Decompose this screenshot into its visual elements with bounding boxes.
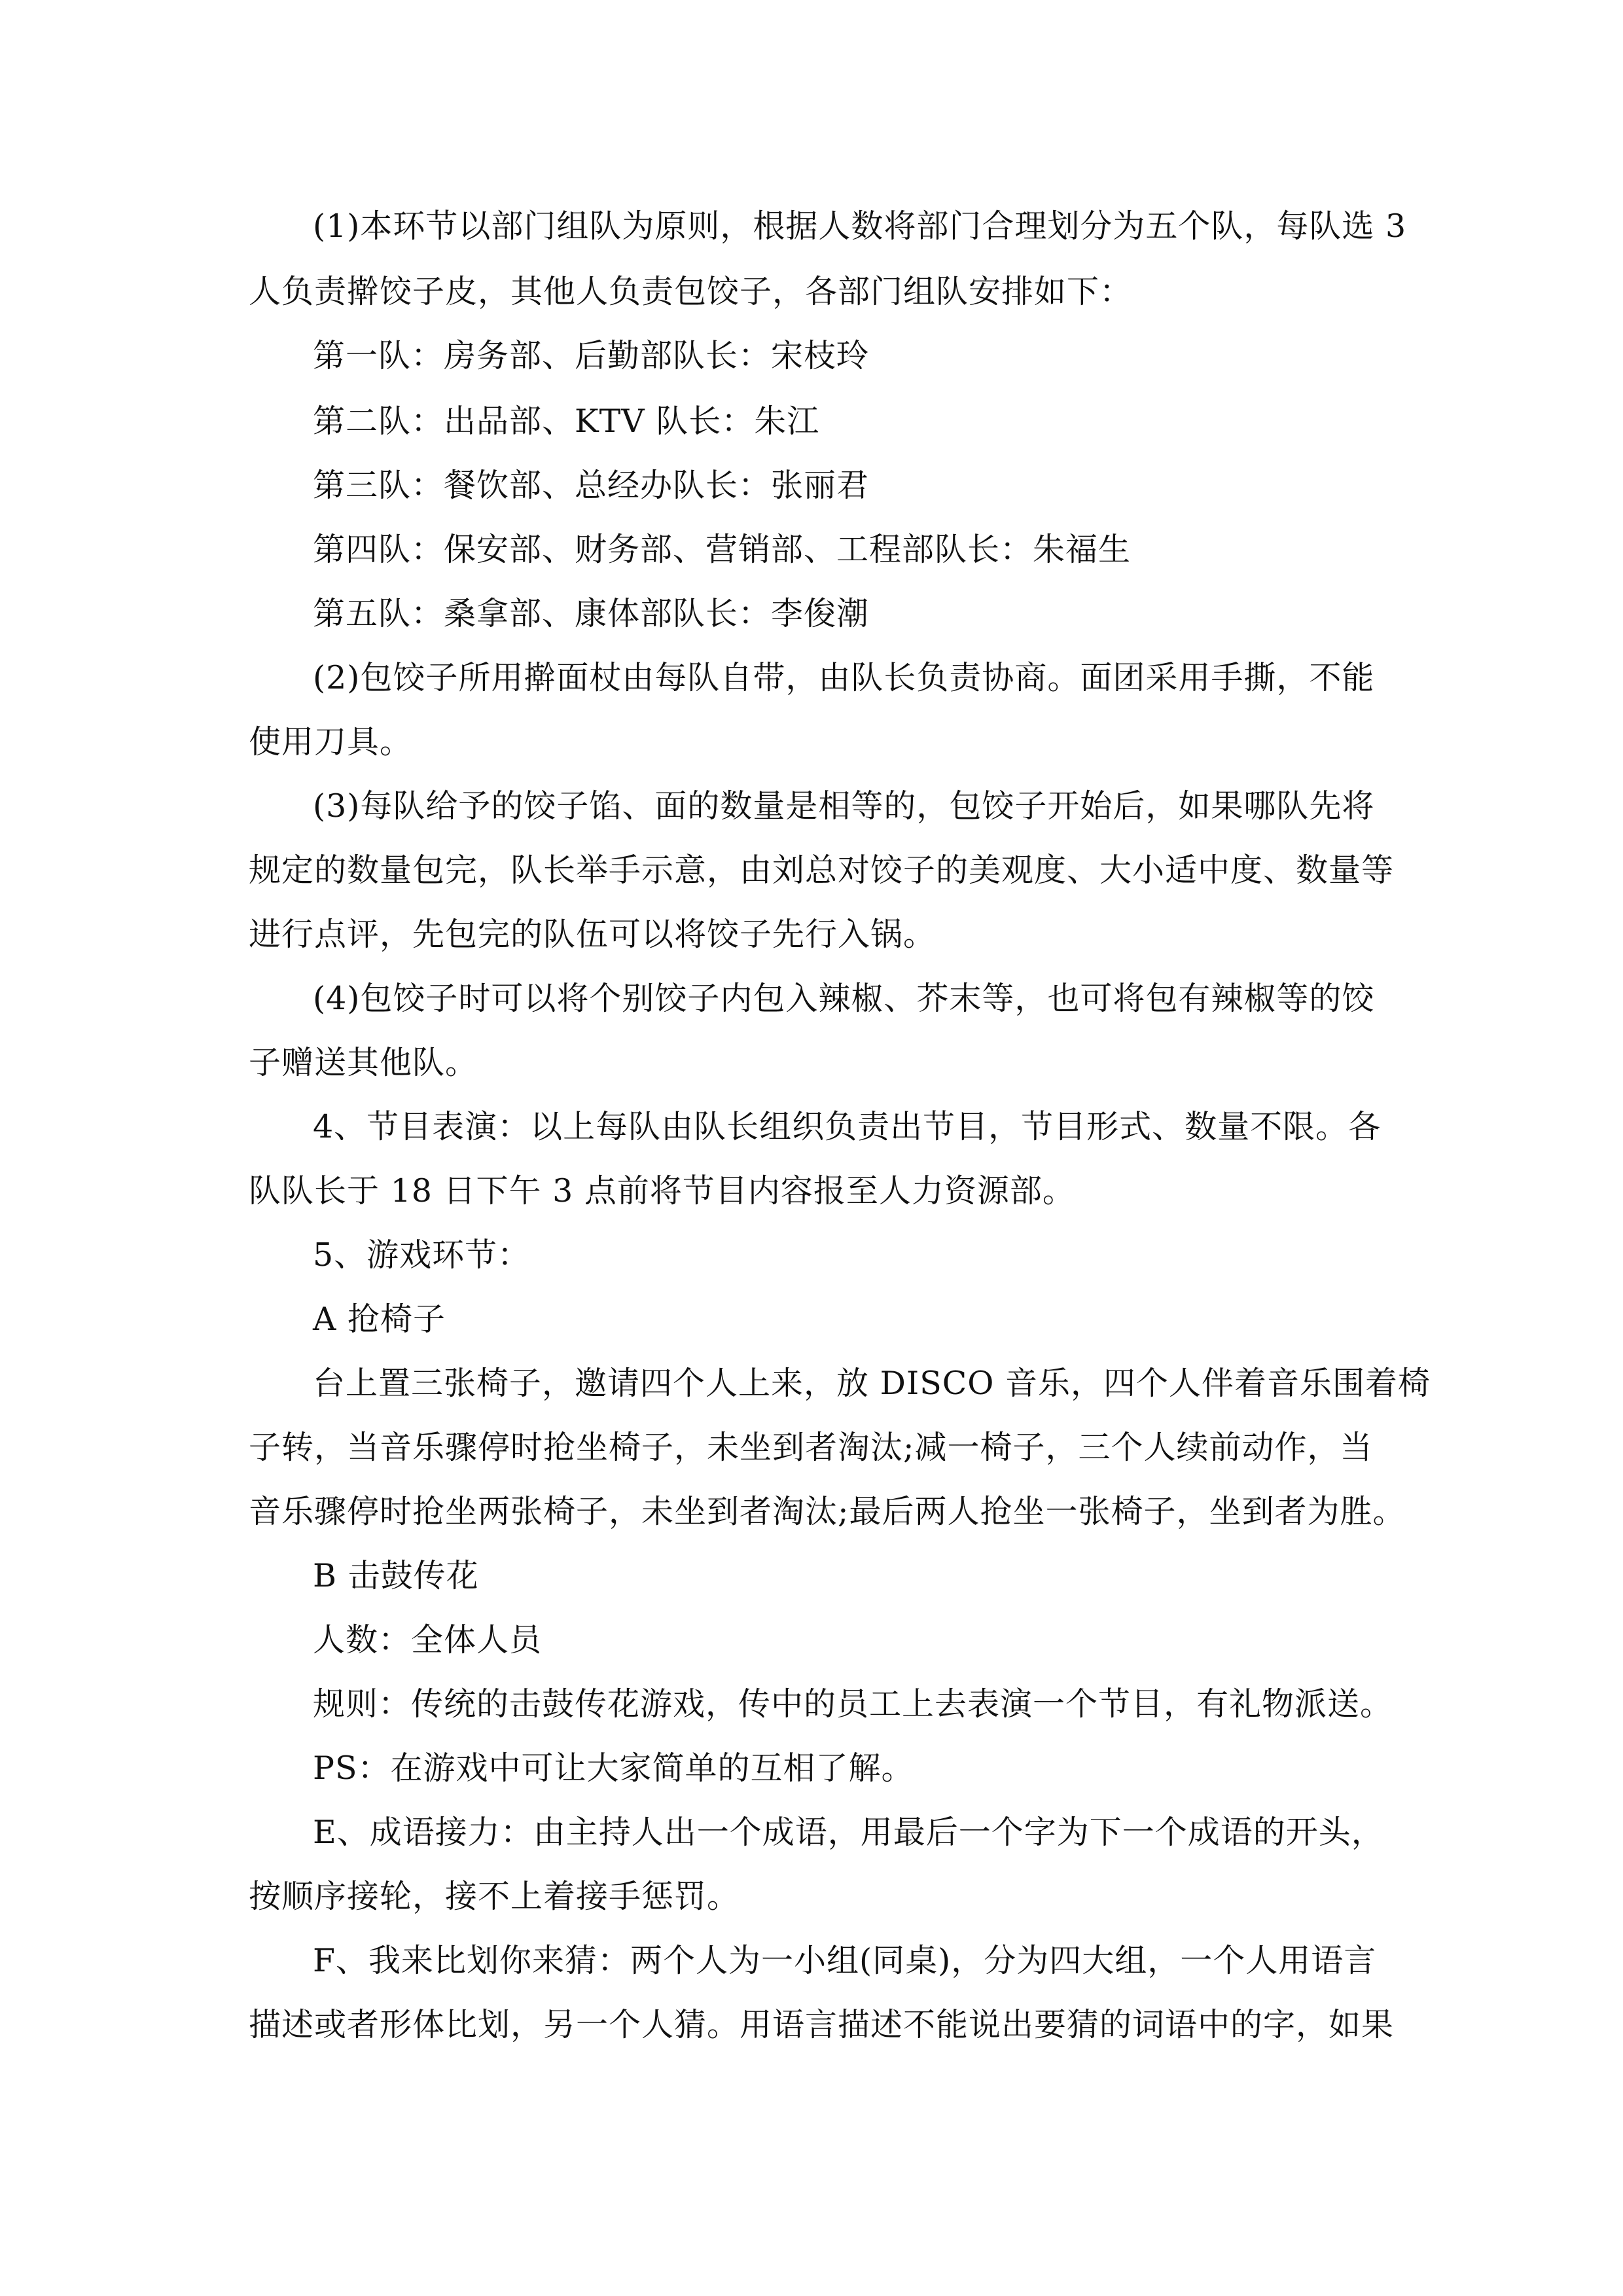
text-line: 队队长于 18 日下午 3 点前将节目内容报至人力资源部。 (249, 1172, 1075, 1210)
text-line: 进行点评，先包完的队伍可以将饺子先行入锅。 (249, 916, 936, 953)
text-line: 子赠送其他队。 (249, 1044, 478, 1081)
text-line: 第五队：桑拿部、康体部队长：李俊潮 (313, 595, 870, 632)
text-line: (3)每队给予的饺子馅、面的数量是相等的，包饺子开始后，如果哪队先将 (313, 787, 1375, 825)
text-line: 描述或者形体比划，另一个人猜。用语言描述不能说出要猜的词语中的字，如果 (249, 2006, 1395, 2043)
text-line: 规定的数量包完，队长举手示意，由刘总对饺子的美观度、大小适中度、数量等 (249, 852, 1395, 889)
text-line: 按顺序接轮，接不上着接手惩罚。 (249, 1878, 740, 1915)
text-line: 第四队：保安部、财务部、营销部、工程部队长：朱福生 (313, 531, 1132, 568)
text-line: PS：在游戏中可让大家简单的互相了解。 (313, 1749, 914, 1787)
text-line: 台上置三张椅子，邀请四个人上来，放 DISCO 音乐，四个人伴着音乐围着椅 (313, 1365, 1431, 1402)
text-line: 5、游戏环节： (313, 1236, 531, 1274)
text-line: 4、节目表演：以上每队由队长组织负责出节目，节目形式、数量不限。各 (313, 1108, 1382, 1145)
text-line: 使用刀具。 (249, 723, 413, 761)
text-line: 规则：传统的击鼓传花游戏，传中的员工上去表演一个节目，有礼物派送。 (313, 1685, 1393, 1723)
text-line: A 抢椅子 (313, 1300, 446, 1338)
text-line: 第一队：房务部、后勤部队长：宋枝玲 (313, 337, 870, 374)
text-line: 音乐骤停时抢坐两张椅子，未坐到者淘汰;最后两人抢坐一张椅子，坐到者为胜。 (249, 1493, 1406, 1530)
text-line: 第三队：餐饮部、总经办队长：张丽君 (313, 467, 870, 504)
text-line: (1)本环节以部门组队为原则，根据人数将部门合理划分为五个队，每队选 3 (313, 207, 1407, 245)
text-line: 子转，当音乐骤停时抢坐椅子，未坐到者淘汰;减一椅子，三个人续前动作，当 (249, 1429, 1373, 1466)
text-line: 人数：全体人员 (313, 1621, 543, 1659)
text-line: (2)包饺子所用擀面杖由每队自带，由队长负责协商。面团采用手撕，不能 (313, 659, 1375, 696)
text-line: B 击鼓传花 (313, 1557, 479, 1594)
text-line: 人负责擀饺子皮，其他人负责包饺子，各部门组队安排如下： (249, 273, 1133, 310)
text-line: E、成语接力：由主持人出一个成语，用最后一个字为下一个成语的开头， (313, 1814, 1384, 1851)
text-line: (4)包饺子时可以将个别饺子内包入辣椒、芥末等，也可将包有辣椒等的饺 (313, 980, 1375, 1017)
text-line: 第二队：出品部、KTV 队长：朱江 (313, 403, 820, 440)
text-line: F、我来比划你来猜：两个人为一小组(同桌)，分为四大组，一个人用语言 (313, 1942, 1377, 1979)
